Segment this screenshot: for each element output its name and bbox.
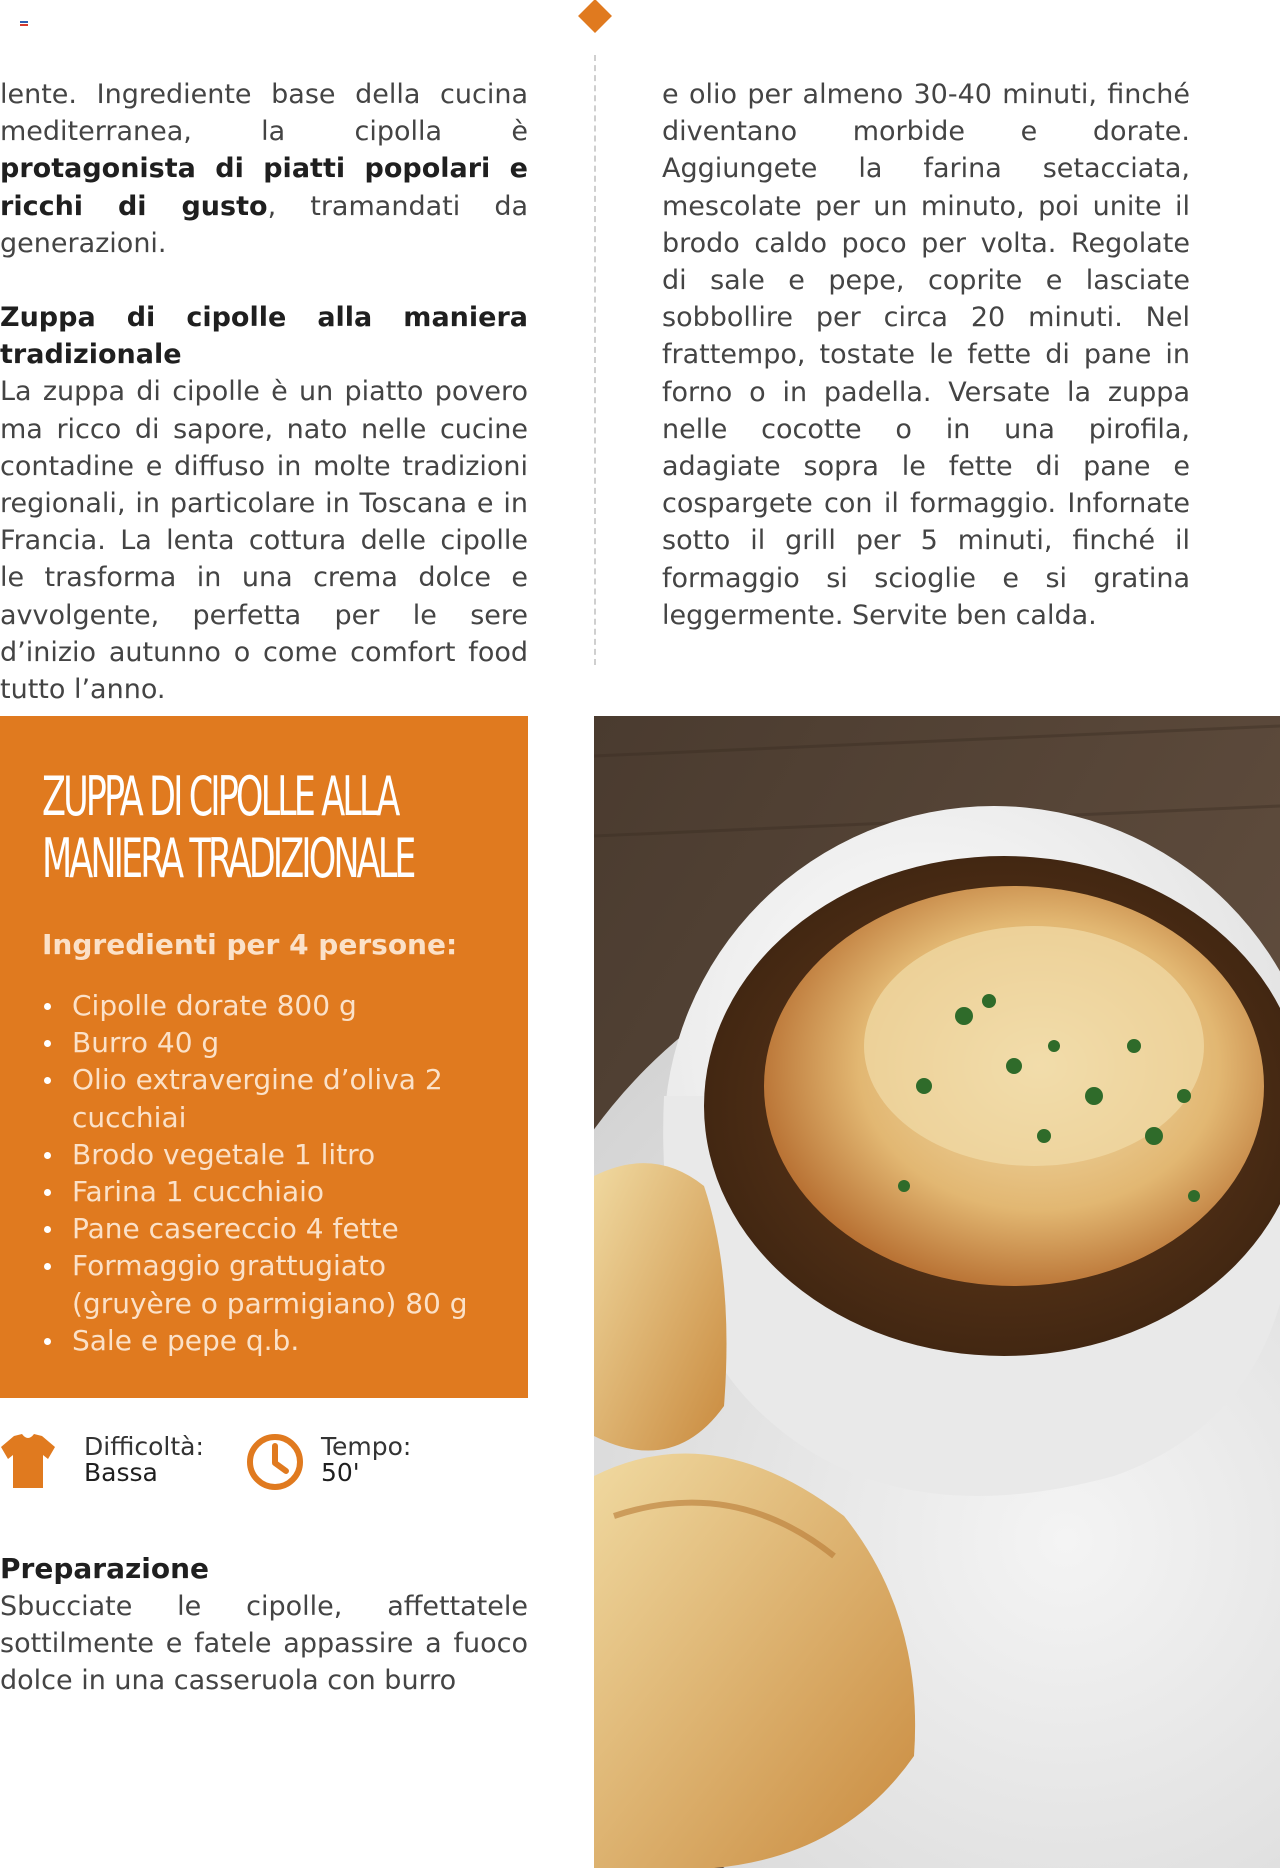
intro-paragraph: lente. Ingrediente base della cucina mediterranea, la cipolla è protagonista di piatti popolari e ricchi di gusto, tramandati da generazioni.: [0, 79, 528, 259]
recipe-meta: [0, 1430, 560, 1500]
clock-icon: [245, 1432, 305, 1496]
time-label: Tempo:: [321, 1432, 412, 1461]
time-info: [321, 1434, 411, 1486]
preparation-text: Sbucciate le cipolle, affettatele sottilmente e fatele appassire a fuoco dolce in una casseruola con burro: [0, 1591, 528, 1697]
ingredient-item: Farina 1 cucchiaio: [42, 1173, 486, 1210]
diamond-icon: [578, 0, 612, 33]
ingredient-item: Formaggio grattugiato (gruyère o parmigiano) 80 g: [42, 1247, 486, 1321]
left-column: [0, 76, 528, 708]
chef-jacket-icon: [0, 1432, 56, 1494]
article-heading: Zuppa di cipolle alla maniera tradizionale: [0, 302, 528, 371]
difficulty-label: Difficoltà:: [84, 1432, 204, 1461]
right-column: [662, 76, 1190, 634]
recipe-card: [0, 716, 528, 1398]
ingredient-item: Burro 40 g: [42, 1024, 486, 1061]
preparation-section: [0, 1552, 528, 1700]
ingredients-heading: Ingredienti per 4 persone:: [42, 928, 458, 961]
ingredients-list: [42, 987, 486, 1359]
ingredient-item: Sale e pepe q.b.: [42, 1322, 486, 1359]
soup-photo: [594, 716, 1280, 1868]
time-value: 50': [321, 1458, 360, 1487]
preparation-heading: Preparazione: [0, 1552, 210, 1585]
ingredient-item: Cipolle dorate 800 g: [42, 987, 486, 1024]
difficulty-info: [84, 1434, 204, 1486]
column-divider: [594, 55, 596, 665]
flag-icon: [20, 21, 28, 26]
ingredient-item: Pane casereccio 4 fette: [42, 1210, 486, 1247]
recipe-title: [42, 766, 517, 890]
preparation-continued: e olio per almeno 30-40 minuti, finché diventano morbide e dorate. Aggiungete la farina setacciata, mescolate per un minuto, poi unite il brodo caldo poco per volta. Regolate di sale e pepe, coprite e lasciate sobbollire per circa 20 minuti. Nel frattempo, tostate le fette di pane in forno o in padella. Versate la zuppa nelle cocotte o in una pirofila, adagiate sopra le fette di pane e cospargete con il formaggio. Infornate sotto il grill per 5 minuti, finché il formaggio si scioglie e si gratina leggermente. Servite ben calda.: [662, 79, 1190, 631]
recipe-title-line-2: MANIERA TRADIZIONALE: [42, 827, 414, 890]
article-body: La zuppa di cipolle è un piatto povero ma ricco di sapore, nato nelle cucine contadine e diffuso in molte tradizioni regionali, in particolare in Toscana e in Francia. La lenta cottura delle cipolle le trasforma in una crema dolce e avvolgente, perfetta per le sere d’inizio autunno o come comfort food tutto l’anno.: [0, 376, 528, 706]
difficulty-value: Bassa: [84, 1458, 158, 1487]
ingredient-item: Olio extravergine d’oliva 2 cucchiai: [42, 1061, 486, 1135]
recipe-title-line-1: ZUPPA DI CIPOLLE ALLA: [42, 765, 398, 828]
ingredient-item: Brodo vegetale 1 litro: [42, 1136, 486, 1173]
